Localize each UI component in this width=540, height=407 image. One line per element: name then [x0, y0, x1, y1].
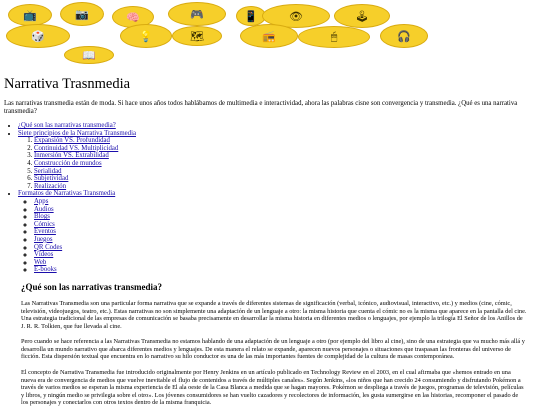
toc-sublink[interactable]: Audios [34, 205, 54, 213]
formats-list [18, 198, 136, 274]
game-controller-icon: 🕹 [334, 4, 390, 28]
toc-sublink[interactable]: Serialidad [34, 167, 62, 175]
toc-sublink[interactable]: Juegos [34, 235, 53, 243]
section-paragraph: Pero cuando se hace referencia a las Narrativas Transmedia no estamos hablando de una adaptación de un lenguaje a otro (por ejemplo del libro al cine), sino de una estrategia que va mucho más allá y desarrolla un mundo narrativo que abarca diferentes medios y lenguajes. De esta manera el relato se expande, aparecen nuevos personajes o situaciones que traspasan las fronteras del universo de ficción. Esta dispersión textual que encuentra en lo narrativo su hilo conductor es una de las más importantes fuentes de complejidad de la cultura de masas contemporánea. [21, 338, 525, 361]
intro-paragraph: Las narrativas transmedia están de moda. Si hace unos años todos hablábamos de multimedia e interactividad, ahora las palabras cisne son convergencia y transmedia. ¿Qué es una narrativa transmedia? [4, 100, 518, 115]
toc-link-seven-principles[interactable]: Siete principios de la Narrativa Transmedia [18, 129, 136, 137]
joystick-icon: 🎲 [6, 24, 70, 48]
toc-item [18, 190, 136, 274]
toc-sublink[interactable]: Cómics [34, 220, 55, 228]
toc-sublink[interactable]: Subjetividad [34, 175, 69, 183]
toc-sublink[interactable]: Blogs [34, 213, 50, 221]
tv-icon: 📺 [8, 4, 52, 26]
toc-sublink[interactable]: E-books [34, 266, 57, 274]
map-icon: 🗺 [172, 26, 222, 46]
brain-icon: 🧠 [112, 6, 154, 28]
header-banner [0, 0, 540, 70]
radio-icon: 📻 [240, 24, 298, 48]
toc-sublink[interactable]: Construcción de mundos [34, 159, 102, 167]
headphones-icon: 🎧 [380, 24, 428, 48]
toc-item [18, 122, 136, 130]
toc-sublink[interactable]: Continuidad VS. Multiplicidad [34, 144, 119, 152]
page-title: Narrativa Trasnmedia [4, 76, 131, 92]
phone-icon: 📱 [236, 6, 266, 26]
lightbulb-icon: 💡 [120, 24, 172, 48]
section-title: ¿Qué son las narrativas transmedia? [21, 282, 163, 292]
camera-icon: 📷 [60, 2, 104, 26]
section-paragraph: El concepto de Narrativa Transmedia fue introducido originalmente por Henry Jenkins en un artículo publicado en Technology Review en el 2003, en el cual afirmaba que «hemos entrado en una nueva era de convergencia de medios que vuelve inevitable el flujo de contenidos a través de múltiples canales». Según Jenkins, «los niños que han crecido 24 consumiendo y disfrutando Pokémon a través de varios medios se esperan la misma experiencia de El ala oeste de la Casa Blanca a medida que se hagan mayores. Pokémon se despliega a través de juegos, programas de televisión, películas y libros, y ningún medio se privilegia sobre el otro». Los jóvenes consumidores se han vuelto cazadores y recolectores de información, les gusta sumergirse en las historias, recomponer el pasado de los personajes y conectarlos con otros textos dentro de la misma franquicia. [21, 369, 524, 407]
toc-link-what-are[interactable]: ¿Qué son las narrativas transmedia? [18, 122, 116, 129]
principles-list [18, 137, 136, 190]
gamepad-icon: 🎮 [168, 2, 226, 26]
book-icon: 📖 [64, 46, 114, 64]
toc-sublink[interactable]: Expansión VS. Profundidad [34, 137, 110, 145]
toc-sublink[interactable]: QR Codes [34, 243, 63, 251]
toc-item [18, 130, 136, 191]
eye-icon: 👁 [262, 4, 330, 28]
mouse-icon: 🖱 [298, 26, 370, 48]
toc-sublink[interactable]: Inmersión VS. Extrabilidad [34, 152, 109, 160]
toc-sublink[interactable]: Vídeos [34, 251, 54, 259]
toc-sublink[interactable]: Web [34, 258, 47, 266]
section-paragraph: Las Narrativas Transmedia son una particular forma narrativa que se expande a través de diferentes sistemas de significación (verbal, icónico, audiovisual, interactivo, etc.) y medios (cine, cómic, televisión, videojuegos, teatro, etc.). Estas narrativas no son simplemente una adaptación de un lenguaje a otro: la misma historia que cuenta el cómic no es la misma que aparece en la pantalla del cine. Una estrategia tradicional de las empresas de comunicación se basaba precisamente en desarrollar la misma historia en diferentes medios o lenguajes, por ejemplo la trilogía El Señor de los Anillos de J. R. R. Tolkien, que fue llevada al cine. [21, 300, 527, 330]
toc-sublink[interactable]: Eventos [34, 228, 56, 236]
toc-sublink[interactable]: Realización [34, 182, 67, 190]
table-of-contents [4, 122, 136, 274]
toc-sublink[interactable]: Apps [34, 197, 49, 205]
toc-link-formats[interactable]: Formatos de Narrativas Transmedia [18, 190, 116, 198]
